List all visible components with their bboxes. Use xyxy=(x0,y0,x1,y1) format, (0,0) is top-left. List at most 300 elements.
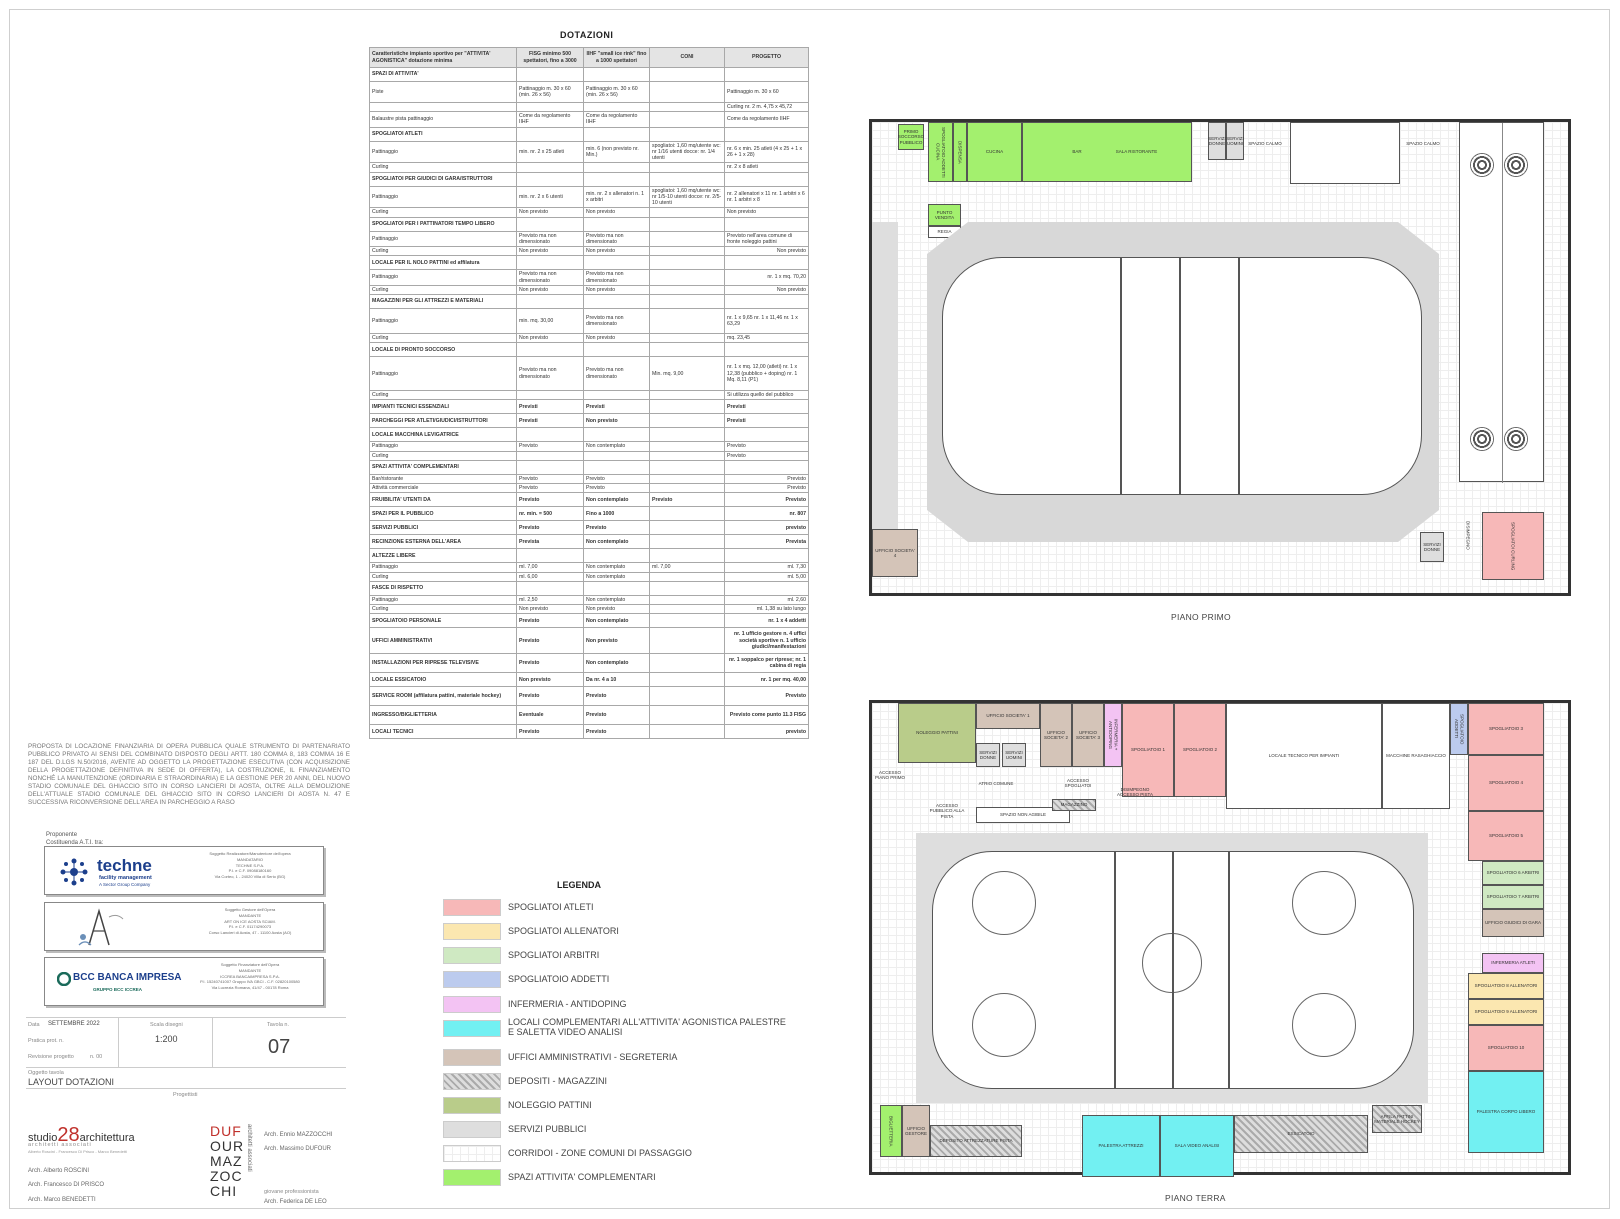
room-accesso-pubblico: ACCESSO PUBBLICO ALLA PISTA xyxy=(929,802,965,819)
plan-piano-terra xyxy=(869,700,1571,1175)
table-cell: Previsto xyxy=(650,493,725,507)
table-cell: Previsto xyxy=(517,521,584,535)
dm-vertical: architetti associati xyxy=(246,1124,252,1172)
room-essicatoio: ESSICATOIO xyxy=(1234,1115,1368,1153)
table-cell: previsto xyxy=(725,521,809,535)
progettisti-label: Progettisti xyxy=(173,1092,198,1098)
giovane-label: giovane professionista xyxy=(264,1189,319,1195)
legend-item xyxy=(443,1073,783,1091)
table-row xyxy=(370,442,809,451)
table-cell xyxy=(584,127,650,141)
table-section-row xyxy=(370,535,809,549)
table-cell xyxy=(650,208,725,217)
table-cell xyxy=(650,400,725,414)
table-section-row xyxy=(370,414,809,428)
table-cell: Non contemplato xyxy=(584,614,650,628)
legend-label: UFFICI AMMINISTRATIVI - SEGRETERIA xyxy=(508,1052,678,1062)
table-cell: Non contemplato xyxy=(584,493,650,507)
table-header-cell: CONI xyxy=(650,48,725,68)
room-dispensa: DISPENSA xyxy=(953,122,967,182)
table-cell: FASCE DI RISPETTO xyxy=(370,581,517,595)
table-cell xyxy=(650,82,725,103)
table-cell: Curling xyxy=(370,333,517,342)
table-cell: UFFICI AMMINISTRATIVI xyxy=(370,628,517,654)
table-cell xyxy=(584,391,650,400)
table-cell: ml. 2,50 xyxy=(517,595,584,604)
room-spogliatoio-1: SPOGLIATOIO 1 xyxy=(1122,703,1174,797)
room-biglietteria: BIGLIETTERIA xyxy=(880,1105,902,1157)
table-cell: ml. 6,00 xyxy=(517,572,584,581)
data-value: SETTEMBRE 2022 xyxy=(48,1021,100,1027)
table-cell xyxy=(584,581,650,595)
curling-target-icon xyxy=(1504,427,1528,451)
room-regia: REGIA xyxy=(928,226,961,238)
table-cell xyxy=(517,581,584,595)
table-section-row xyxy=(370,654,809,673)
table-section-row xyxy=(370,294,809,308)
table-cell xyxy=(517,103,584,112)
table-cell: Curling xyxy=(370,605,517,614)
room-ufficio-3: UFFICIO SOCIETA' 3 xyxy=(1072,703,1104,767)
dotazioni-table xyxy=(369,47,809,739)
room-spazio-calmo: SPAZIO CALMO xyxy=(1248,141,1282,147)
table-cell xyxy=(650,112,725,127)
legend-label: SPOGLIATOI ALLENATORI xyxy=(508,926,619,936)
table-cell xyxy=(650,68,725,82)
table-cell: Previsto xyxy=(584,687,650,706)
table-cell: Previsto xyxy=(517,654,584,673)
table-cell: Non previsto xyxy=(584,247,650,256)
room-spogliatoio-cucina: SPOGLIATOIO ADDETTI CUCINA xyxy=(928,122,953,182)
table-cell: ml. 1,38 su lato lungo xyxy=(725,605,809,614)
proponente-text: Proponente xyxy=(46,832,78,838)
table-cell xyxy=(584,256,650,270)
table-cell: nr. 6 x min. 25 atleti (4 x 25 + 1 x 26 + 1 x 28) xyxy=(725,141,809,163)
studio28-sub: architetti associati xyxy=(28,1142,92,1148)
legend-swatch xyxy=(443,923,501,940)
table-cell: Da nr. 4 a 10 xyxy=(584,673,650,687)
curling-target-icon xyxy=(1470,153,1494,177)
revisione-value: n. 00 xyxy=(90,1054,103,1060)
table-cell: Non previsto xyxy=(584,333,650,342)
table-row xyxy=(370,563,809,572)
table-header-row xyxy=(370,48,809,68)
table-cell xyxy=(650,391,725,400)
table-cell: SPAZI ATTIVITA' COMPLEMENTARI xyxy=(370,460,517,474)
table-cell: ml. 7,00 xyxy=(650,563,725,572)
legend-item xyxy=(443,899,783,917)
table-cell: spogliatoi: 1,60 mq/utente wc: nr 1/16 utenti docce: nr. 1/4 utenti xyxy=(650,141,725,163)
table-cell: Piste xyxy=(370,82,517,103)
table-section-row xyxy=(370,127,809,141)
caption-piano-terra: PIANO TERRA xyxy=(1165,1193,1226,1203)
table-cell: Pattinaggio xyxy=(370,231,517,246)
table-cell: Non contemplato xyxy=(584,572,650,581)
table-cell: Previsto come punto 11.3 FISG xyxy=(725,706,809,725)
room-allenatori-8: SPOGLIATOIO 8 ALLENATORI xyxy=(1468,973,1544,999)
pratica-label: Pratica prot. n. xyxy=(28,1038,64,1044)
legend-swatch xyxy=(443,1049,501,1066)
rink-line xyxy=(1172,851,1174,1089)
table-cell: nr. 807 xyxy=(725,507,809,521)
table-cell: Bar/ristorante xyxy=(370,474,517,483)
table-cell: IMPIANTI TECNICI ESSENZIALI xyxy=(370,400,517,414)
faceoff-circle xyxy=(1292,871,1356,935)
table-cell: Previsto xyxy=(517,474,584,483)
table-cell: spogliatoi: 1,60 mq/utente wc: nr 1/5-10 utenti docce: nr. 2/5-10 utenti xyxy=(650,186,725,208)
table-cell: Previsti xyxy=(584,400,650,414)
table-cell: Pattinaggio xyxy=(370,141,517,163)
room-locale-tecnico: LOCALE TECNICO PER IMPIANTI xyxy=(1226,703,1382,809)
table-row xyxy=(370,391,809,400)
legend-label: LOCALI COMPLEMENTARI ALL'ATTIVITA' AGONISTICA PALESTRE E SALETTA VIDEO ANALISI xyxy=(508,1017,786,1038)
table-cell xyxy=(650,654,725,673)
table-cell: Previsto nell'area comune di fronte noleggio pattini xyxy=(725,231,809,246)
table-row xyxy=(370,474,809,483)
table-cell xyxy=(517,163,584,172)
table-row xyxy=(370,595,809,604)
room-arbitri-6: SPOGLIATOIO 6 ARBITRI xyxy=(1482,861,1544,885)
room-disimpegno: DISIMPEGNO xyxy=(1465,520,1471,550)
table-cell: LOCALE ESSICATOIO xyxy=(370,673,517,687)
table-cell xyxy=(650,103,725,112)
table-cell xyxy=(517,343,584,357)
table-cell: Curling xyxy=(370,391,517,400)
table-cell xyxy=(370,103,517,112)
table-cell xyxy=(650,285,725,294)
table-cell: Pattinaggio xyxy=(370,442,517,451)
table-cell xyxy=(650,231,725,246)
table-row xyxy=(370,451,809,460)
table-cell xyxy=(650,614,725,628)
table-cell xyxy=(584,428,650,442)
table-cell xyxy=(584,172,650,186)
table-row xyxy=(370,484,809,493)
table-section-row xyxy=(370,521,809,535)
room-primo-soccorso: PRIMO SOCCORSO PUBBLICO xyxy=(898,124,924,150)
table-cell: Non previsto xyxy=(584,208,650,217)
table-cell: Curling xyxy=(370,572,517,581)
table-cell xyxy=(725,581,809,595)
table-cell: ml. 5,00 xyxy=(725,572,809,581)
table-cell xyxy=(725,127,809,141)
table-header-cell: Caratteristiche impianto sportivo per "ATTIVITA' AGONISTICA" dotazione minima xyxy=(370,48,517,68)
table-cell: SPAZI DI ATTIVITA' xyxy=(370,68,517,82)
table-cell xyxy=(650,474,725,483)
table-cell: Previsto ma non dimensionato xyxy=(584,231,650,246)
table-cell: Previsto xyxy=(584,474,650,483)
table-section-row xyxy=(370,687,809,706)
table-cell: Non contemplato xyxy=(584,563,650,572)
table-section-row xyxy=(370,549,809,563)
table-cell xyxy=(650,605,725,614)
room-sala-ristorante: SALA RISTORANTE xyxy=(1082,122,1192,182)
table-cell: Previsto ma non dimensionato xyxy=(517,357,584,391)
table-cell: SERVIZI PUBBLICI xyxy=(370,521,517,535)
room-magazzino: MAGAZZINO xyxy=(1052,799,1096,811)
techne-sub2: A Sector Group Company xyxy=(99,882,151,887)
table-cell xyxy=(650,308,725,333)
table-cell: Pattinaggio xyxy=(370,308,517,333)
table-cell: INSTALLAZIONI PER RIPRESE TELEVISIVE xyxy=(370,654,517,673)
skater-logo-icon xyxy=(69,907,129,949)
room-ufficio-1: UFFICIO SOCIETA' 1 xyxy=(976,703,1040,729)
table-cell: Previsto ma non dimensionato xyxy=(517,231,584,246)
table-cell: FRUIBILITA' UTENTI DA xyxy=(370,493,517,507)
room-punto-vendita: PUNTO VENDITA xyxy=(928,204,961,226)
project-description: PROPOSTA DI LOCAZIONE FINANZIARIA DI OPERA PUBBLICA QUALE STRUMENTO DI PARTENARIATO PUBBLICO PRIVATO AI SENSI DEL COMBINATO DISPOSTO DEGLI ARTT. 180 COMMA 8, 183 COMMA 16 E 187 DEL D.LGS N.50/2016, AVENTE AD OGGETTO LA PROGETTAZIONE ESECUTIVA (CON ACQUISIZIONE DELLA PROGETTAZIONE DEFINITIVA IN SEDE DI OFFERTA), LA COSTRUZIONE, IL FINANZIAMENTO NONCHÉ LA MANUTENZIONE (ORDINARIA E STRAORDINARIA) E LA GESTIONE PER 20 ANNI, DEL NUOVO STADIO COMUNALE DEL GHIACCIO SITO IN CORSO LANCIERI DI AOSTA, OLTRE ALLA DEMOLIZIONE DELL'ATTUALE STADIO COMUNALE DEL GHIACCIO SITO IN CORSO LANCIERI DI AOSTA N. 47 E SUCCESSIVA RICONVERSIONE DELL'AREA IN PARCHEGGIO A RASO xyxy=(28,743,350,807)
room-bar: BAR xyxy=(1022,122,1132,182)
legend-item xyxy=(443,947,783,965)
techne-wordmark: techne xyxy=(97,856,152,875)
table-section-row xyxy=(370,628,809,654)
table-cell xyxy=(584,451,650,460)
table-cell: Pattinaggio m. 30 x 60 (min. 26 x 56) xyxy=(517,82,584,103)
legend-label: NOLEGGIO PATTINI xyxy=(508,1100,592,1110)
table-row xyxy=(370,572,809,581)
faceoff-circle xyxy=(972,871,1036,935)
room-noleggio-pattini: NOLEGGIO PATTINI xyxy=(898,703,976,763)
table-cell xyxy=(725,294,809,308)
table-cell xyxy=(725,172,809,186)
legend-item xyxy=(443,1017,786,1038)
giovane-name: Arch. Federica DE LEO xyxy=(264,1199,327,1205)
room-spazio-non-agibile: SPAZIO NON AGIBILE xyxy=(976,807,1070,823)
room-affila-pattini: AFFILA PATTINI MATERIALE HOCKEY xyxy=(1372,1105,1422,1133)
table-cell xyxy=(517,68,584,82)
table-section-row xyxy=(370,256,809,270)
table-cell: Previsto xyxy=(725,493,809,507)
room-disimpegno-accesso: DISIMPEGNO ACCESSO PISTA xyxy=(1117,786,1153,797)
table-cell: Previsto xyxy=(725,442,809,451)
table-cell: Pattinaggio xyxy=(370,357,517,391)
table-cell xyxy=(725,256,809,270)
bcc-info: Soggetto Finanziatore dell'Opera MANDANTE ICCREA BANCAIMPRESA S.P.A. P.I. 15240741007 Gruppo IVA GBCI - C.F. 02820100580 Via Lucrezia Romana, 41/47 - 00178 Roma xyxy=(200,962,300,991)
table-cell: Non previsto xyxy=(517,333,584,342)
scala-label: Scala disegni xyxy=(150,1022,183,1028)
legend-label: SPOGLIATOI ATLETI xyxy=(508,902,594,912)
table-cell: Non previsto xyxy=(584,605,650,614)
table-cell: Pattinaggio xyxy=(370,563,517,572)
table-cell xyxy=(584,217,650,231)
table-cell: nr. 1 x mq. 12,00 (atleti) nr. 1 x 12,38 (pubblico + doping) nr. 1 Mq. 8,11 (P1) xyxy=(725,357,809,391)
table-cell xyxy=(584,549,650,563)
table-row xyxy=(370,308,809,333)
table-cell: nr. 1 x 4 addetti xyxy=(725,614,809,628)
table-cell: previsto xyxy=(725,725,809,739)
room-spazio-calmo-2: SPAZIO CALMO xyxy=(1406,141,1440,147)
table-cell: Previsti xyxy=(725,414,809,428)
table-cell: min. mq. 30,00 xyxy=(517,308,584,333)
table-cell: Curling xyxy=(370,208,517,217)
room-allenatori-9: SPOGLIATOIO 9 ALLENATORI xyxy=(1468,999,1544,1025)
table-cell xyxy=(725,460,809,474)
room-spogliatoi-curling: SPOGLIATOI CURLING xyxy=(1482,512,1544,580)
table-cell: LOCALE DI PRONTO SOCCORSO xyxy=(370,343,517,357)
table-cell xyxy=(517,217,584,231)
table-cell: min. nr. 2 x allenatori n. 1 x arbitri xyxy=(584,186,650,208)
table-cell xyxy=(650,256,725,270)
table-cell: MAGAZZINI PER GLI ATTREZZI E MATERIALI xyxy=(370,294,517,308)
legend-item xyxy=(443,971,783,989)
table-cell xyxy=(584,294,650,308)
table-cell: Non contemplato xyxy=(584,535,650,549)
table-cell: Pattinaggio m. 30 x 60 xyxy=(725,82,809,103)
table-row xyxy=(370,357,809,391)
table-cell: Pattinaggio xyxy=(370,270,517,285)
table-row xyxy=(370,82,809,103)
table-cell: Curling xyxy=(370,163,517,172)
bcc-wordmark: BCC BANCA IMPRESA xyxy=(73,972,182,983)
room-deposito-attrezzature: DEPOSITO ATTREZZATURE PISTA xyxy=(930,1125,1022,1157)
table-row xyxy=(370,285,809,294)
oggetto-value: LAYOUT DOTAZIONI xyxy=(28,1077,115,1087)
table-cell xyxy=(650,172,725,186)
table-cell xyxy=(650,673,725,687)
table-cell: Curling xyxy=(370,451,517,460)
revisione-label: Revisione progetto xyxy=(28,1054,74,1060)
table-cell: SPOGLIATOIO PERSONALE xyxy=(370,614,517,628)
curling-target-icon xyxy=(1470,427,1494,451)
legend-swatch xyxy=(443,1073,501,1090)
faceoff-circle xyxy=(1292,993,1356,1057)
table-cell xyxy=(517,451,584,460)
table-cell: Previsto xyxy=(517,725,584,739)
left-public-band xyxy=(872,222,898,562)
table-cell: Curling xyxy=(370,285,517,294)
table-cell xyxy=(584,68,650,82)
table-cell xyxy=(517,428,584,442)
table-row xyxy=(370,186,809,208)
table-cell xyxy=(650,343,725,357)
table-cell: PARCHEGGI PER ATLETI/GIUDICI/ISTRUTTORI xyxy=(370,414,517,428)
legend-label: INFERMERIA - ANTIDOPING xyxy=(508,999,627,1009)
table-cell xyxy=(517,127,584,141)
table-cell xyxy=(650,535,725,549)
studio28-names: Alberto Roscini - Francesco Di Prisco - Marco Benedetti xyxy=(28,1149,127,1154)
table-cell: Previsto xyxy=(725,474,809,483)
table-cell: nr. 2 x 8 atleti xyxy=(725,163,809,172)
room-spogliatoio-addetti: SPOGLIATOIO ADDETTI xyxy=(1450,703,1468,755)
room-vuoto xyxy=(1290,122,1400,184)
table-cell xyxy=(650,247,725,256)
legend-item xyxy=(443,1049,783,1067)
table-cell xyxy=(650,521,725,535)
table-cell: Non previsto xyxy=(517,605,584,614)
legend-label: SPOGLIATOIO ADDETTI xyxy=(508,974,610,984)
legend-title: LEGENDA xyxy=(557,880,602,890)
table-cell: Eventuale xyxy=(517,706,584,725)
table-row xyxy=(370,208,809,217)
table-cell: Come da regolamento IIHF xyxy=(517,112,584,127)
table-cell: Pattinaggio m. 30 x 60 (min. 26 x 56) xyxy=(584,82,650,103)
table-cell xyxy=(650,428,725,442)
table-cell xyxy=(584,103,650,112)
table-cell: Previsto xyxy=(517,484,584,493)
legend-swatch xyxy=(443,1121,501,1138)
table-section-row xyxy=(370,68,809,82)
table-cell xyxy=(650,217,725,231)
legend-swatch xyxy=(443,996,501,1013)
room-sala-video: SALA VIDEO ANALISI xyxy=(1160,1115,1234,1177)
table-cell xyxy=(517,549,584,563)
table-row xyxy=(370,247,809,256)
table-cell xyxy=(650,595,725,604)
table-cell: SPAZI PER IL PUBBLICO xyxy=(370,507,517,521)
room-ufficio-gestore: UFFICIO GESTORE xyxy=(902,1105,930,1157)
table-section-row xyxy=(370,581,809,595)
table-cell xyxy=(650,628,725,654)
table-cell: Previsto xyxy=(584,706,650,725)
table-cell xyxy=(725,343,809,357)
room-ufficio-giudici: UFFICIO GIUDICI DI GARA xyxy=(1482,909,1544,937)
table-cell: min. nr. 2 x 25 atleti xyxy=(517,141,584,163)
table-cell xyxy=(517,172,584,186)
dufour-mazzocchi-logo: DUF OUR MAZ ZOC CHI xyxy=(210,1123,245,1199)
table-section-row xyxy=(370,172,809,186)
table-cell: Previsto ma non dimensionato xyxy=(584,357,650,391)
room-cucina: CUCINA xyxy=(967,122,1022,182)
room-servizi-uomini: SERVIZI UOMINI xyxy=(1002,743,1026,767)
table-header-cell: PROGETTO xyxy=(725,48,809,68)
bcc-logo-box xyxy=(44,957,324,1006)
rink-line xyxy=(1228,851,1230,1089)
table-row xyxy=(370,231,809,246)
room-infermeria-atleti: INFERMERIA ATLETI xyxy=(1482,953,1544,973)
table-section-row xyxy=(370,428,809,442)
table-cell: Non previsto xyxy=(517,673,584,687)
table-cell: Previsto ma non dimensionato xyxy=(517,270,584,285)
table-cell: Previsto xyxy=(517,614,584,628)
faceoff-circle xyxy=(972,993,1036,1057)
table-cell: Previsti xyxy=(517,400,584,414)
studio28-architects: Arch. Alberto ROSCINI Arch. Francesco DI PRISCO Arch. Marco BENEDETTI xyxy=(28,1168,105,1203)
legend-item xyxy=(443,1097,783,1115)
legend-swatch xyxy=(443,971,501,988)
room-palestra-attrezzi: PALESTRA ATTREZZI xyxy=(1082,1115,1160,1177)
table-cell: Non previsto xyxy=(584,628,650,654)
table-cell: min. nr. 2 x 6 utenti xyxy=(517,186,584,208)
legend-swatch xyxy=(443,947,501,964)
techne-sub: facility management xyxy=(99,875,152,881)
table-section-row xyxy=(370,614,809,628)
table-cell: Non previsto xyxy=(725,247,809,256)
room-macchine-rasaghiaccio: MACCHINE RASAGHIACCIO xyxy=(1382,703,1450,809)
tavola-label: Tavola n. xyxy=(267,1022,290,1028)
table-cell: RECINZIONE ESTERNA DELL'AREA xyxy=(370,535,517,549)
table-cell: Balaustre pista pattinaggio xyxy=(370,112,517,127)
table-cell xyxy=(650,442,725,451)
table-cell: Curling xyxy=(370,247,517,256)
table-section-row xyxy=(370,493,809,507)
legend-label: SPOGLIATOI ARBITRI xyxy=(508,950,600,960)
table-cell: ALTEZZE LIBERE xyxy=(370,549,517,563)
table-cell: Previsto xyxy=(584,521,650,535)
table-cell: nr. 1 soppalco per riprese; nr. 1 cabina di regia xyxy=(725,654,809,673)
table-cell: Previsto xyxy=(517,628,584,654)
table-row xyxy=(370,270,809,285)
legend-swatch xyxy=(443,1097,501,1114)
table-section-row xyxy=(370,507,809,521)
table-cell: SPOGLIATOI PER I PATTINATORI TEMPO LIBERO xyxy=(370,217,517,231)
table-cell: nr. 1 x mq. 70,20 xyxy=(725,270,809,285)
room-palestra-corpo-libero: PALESTRA CORPO LIBERO xyxy=(1468,1071,1544,1153)
table-cell: nr. min. = 500 xyxy=(517,507,584,521)
rink-line xyxy=(1179,257,1181,495)
table-cell xyxy=(650,414,725,428)
table-row xyxy=(370,103,809,112)
table-row xyxy=(370,163,809,172)
